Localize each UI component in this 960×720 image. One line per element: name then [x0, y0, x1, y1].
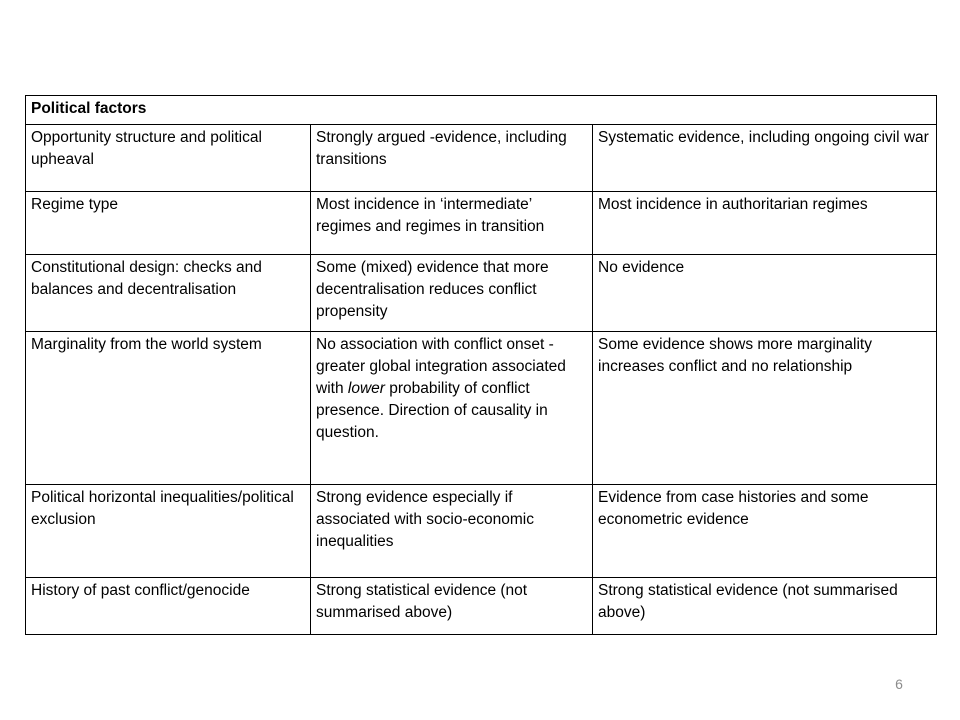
factor-cell: Political horizontal inequalities/political exclusion — [26, 485, 311, 578]
factor-cell: Constitutional design: checks and balances and decentralisation — [26, 255, 311, 332]
page-number: 6 — [895, 676, 903, 692]
evidence-cell: Systematic evidence, including ongoing civil war — [593, 125, 937, 192]
table-row — [26, 192, 937, 255]
evidence-cell: Strong statistical evidence (not summarised above) — [593, 578, 937, 635]
evidence-cell: Some (mixed) evidence that more decentralisation reduces conflict propensity — [311, 255, 593, 332]
table-row — [26, 485, 937, 578]
table-header: Political factors — [26, 96, 937, 125]
evidence-cell: Most incidence in authoritarian regimes — [593, 192, 937, 255]
evidence-cell: Most incidence in ‘intermediate’ regimes and regimes in transition — [311, 192, 593, 255]
factor-cell: Opportunity structure and political upheaval — [26, 125, 311, 192]
factor-cell: Regime type — [26, 192, 311, 255]
political-factors-table — [25, 95, 937, 635]
table-header-row — [26, 96, 937, 125]
evidence-text: probability of conflict presence. Direction of causality in question. — [316, 380, 548, 441]
table-row — [26, 578, 937, 635]
evidence-text: No association with conflict onset - greater global integration associated with — [316, 336, 566, 397]
emphasis-text: lower — [347, 380, 385, 397]
table-row — [26, 332, 937, 485]
evidence-cell: No evidence — [593, 255, 937, 332]
evidence-cell: Evidence from case histories and some econometric evidence — [593, 485, 937, 578]
factor-cell: History of past conflict/genocide — [26, 578, 311, 635]
factor-cell: Marginality from the world system — [26, 332, 311, 485]
evidence-cell: Strong statistical evidence (not summarised above) — [311, 578, 593, 635]
table-row — [26, 255, 937, 332]
evidence-cell: Strong evidence especially if associated with socio-economic inequalities — [311, 485, 593, 578]
evidence-cell: Some evidence shows more marginality increases conflict and no relationship — [593, 332, 937, 485]
evidence-cell: Strongly argued -evidence, including transitions — [311, 125, 593, 192]
evidence-cell — [311, 332, 593, 485]
table-row — [26, 125, 937, 192]
